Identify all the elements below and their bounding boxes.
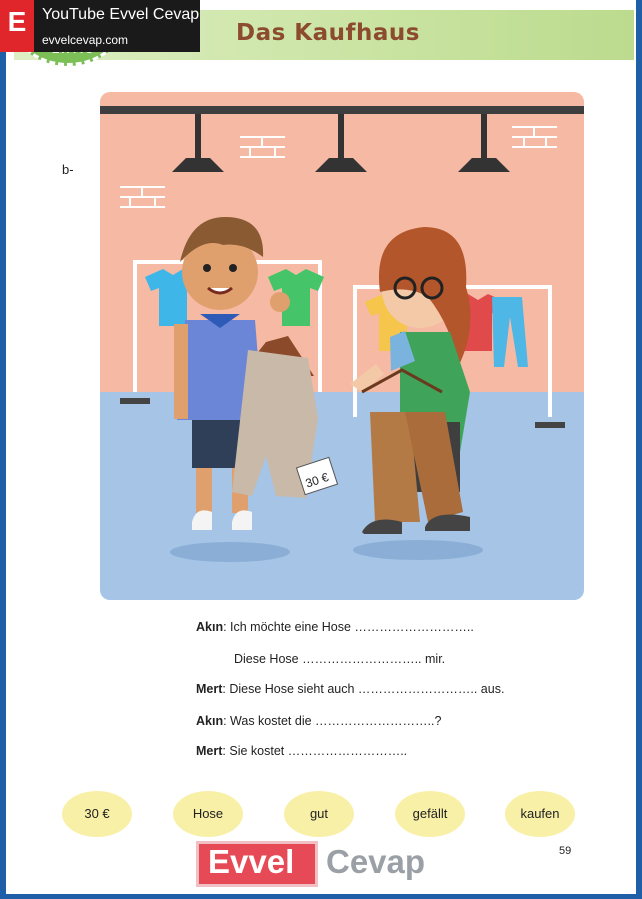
dialogue-text: : Ich möchte eine Hose ………………………..	[223, 620, 474, 634]
speaker-name: Mert	[196, 744, 223, 758]
page-number: 59	[559, 845, 572, 857]
footer-logo-cevap: Cevap	[326, 843, 426, 880]
dialogue-line-4	[196, 714, 441, 728]
dialogue-line-5	[196, 744, 407, 758]
dialogue-text: : Diese Hose sieht auch ……………………….. aus.	[222, 682, 505, 696]
word-chip-hose: Hose	[173, 791, 243, 837]
footer-logo-evvel: Evvel	[208, 843, 295, 880]
word-chip-gut: gut	[284, 791, 354, 837]
exercise-label: b-	[62, 162, 74, 177]
speaker-name: Akın	[196, 714, 224, 728]
price-tag-text: 30 €	[303, 469, 331, 491]
channel-site: evvelcevap.com	[42, 33, 129, 47]
word-chip-kaufen: kaufen	[505, 791, 575, 837]
dialogue-line-3	[196, 682, 504, 696]
dialogue-text: : Was kostet die ………………………..?	[223, 714, 442, 728]
dialogue-line-2	[234, 652, 445, 666]
speaker-name: Akın	[196, 620, 224, 634]
channel-watermark	[0, 0, 200, 52]
word-chip-price: 30 €	[62, 791, 132, 837]
store-illustration	[100, 92, 584, 600]
word-chip-gefaellt: gefällt	[395, 791, 465, 837]
store-scene-svg	[100, 92, 584, 600]
brand-letter: E	[0, 0, 34, 52]
dialogue-text: Diese Hose ……………………….. mir.	[234, 652, 446, 666]
channel-name: YouTube Evvel Cevap	[42, 6, 200, 23]
page-title: Das Kaufhaus	[236, 20, 420, 46]
dialogue-line-1	[196, 620, 474, 634]
dialogue-text: : Sie kostet ………………………..	[222, 744, 408, 758]
speaker-name: Mert	[196, 682, 223, 696]
